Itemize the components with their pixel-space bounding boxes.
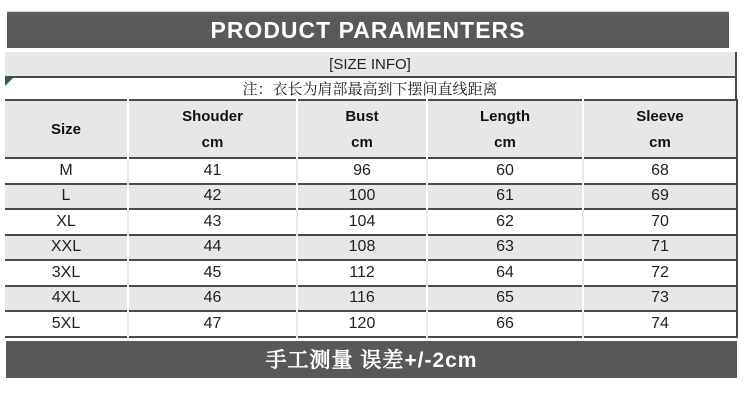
bust-cell: 108 (297, 235, 427, 261)
length-cell: 65 (427, 286, 583, 312)
table-row-m (5, 158, 737, 184)
shoulder-cell: 41 (128, 158, 297, 184)
column-header-bust (297, 100, 427, 158)
length-cell: 63 (427, 235, 583, 261)
shoulder-cell: 43 (128, 209, 297, 235)
bust-cell: 100 (297, 184, 427, 210)
size-cell: XL (56, 212, 76, 230)
table-row-xl (5, 209, 737, 235)
sleeve-cell: 69 (583, 184, 737, 210)
table-row-4xl (5, 286, 737, 312)
size-info-label: [SIZE INFO] (329, 55, 411, 73)
sleeve-cell: 73 (583, 286, 737, 312)
shoulder-cell: 46 (128, 286, 297, 312)
length-cell: 61 (427, 184, 583, 210)
table-row-l (5, 184, 737, 210)
shoulder-cell: 45 (128, 260, 297, 286)
title-banner (7, 11, 729, 48)
bust-cell: 116 (297, 286, 427, 312)
length-cell: 66 (427, 311, 583, 337)
size-info-bar (5, 52, 737, 76)
column-label: Size (50, 120, 81, 138)
column-label: Length (480, 107, 530, 125)
size-cell: 5XL (51, 314, 81, 332)
footer-note-text: 手工测量 误差+/-2cm (265, 349, 478, 372)
measurement-note-bar (5, 76, 737, 99)
column-header-length (427, 100, 583, 158)
bust-cell: 112 (297, 260, 427, 286)
length-cell: 62 (427, 209, 583, 235)
size-cell: M (59, 161, 73, 179)
table-header-row (5, 100, 737, 158)
shoulder-cell: 44 (128, 235, 297, 261)
column-label: Bust (345, 107, 379, 125)
size-cell: L (61, 187, 71, 205)
column-unit: cm (649, 133, 671, 151)
footer-banner (6, 341, 737, 378)
page-title: PRODUCT PARAMENTERS (210, 16, 526, 43)
sleeve-cell: 70 (583, 209, 737, 235)
table-row-3xl (5, 260, 737, 286)
bust-cell: 96 (297, 158, 427, 184)
bust-cell: 120 (297, 311, 427, 337)
column-header-sleeve (583, 100, 737, 158)
column-unit: cm (201, 133, 224, 151)
size-cell: 3XL (51, 263, 81, 281)
excel-corner-marker-icon (5, 78, 13, 86)
shoulder-cell: 42 (128, 184, 297, 210)
sleeve-cell: 68 (583, 158, 737, 184)
column-label: Sleeve (636, 107, 684, 125)
shoulder-cell: 47 (128, 311, 297, 337)
column-header-shoulder (128, 100, 297, 158)
sleeve-cell: 72 (583, 260, 737, 286)
length-cell: 64 (427, 260, 583, 286)
size-cell: 4XL (51, 289, 81, 307)
bust-cell: 104 (297, 209, 427, 235)
measurement-note-text: 注：衣长为肩部最高到下摆间直线距离 (242, 81, 498, 98)
sleeve-cell: 74 (583, 311, 737, 337)
column-unit: cm (494, 133, 516, 151)
table-row-5xl (5, 311, 737, 337)
table-row-xxl (5, 235, 737, 261)
size-cell: XXL (50, 238, 82, 256)
sleeve-cell: 71 (583, 235, 737, 261)
column-unit: cm (351, 133, 373, 151)
column-label: Shouder (182, 107, 243, 125)
size-chart-table (5, 99, 738, 338)
length-cell: 60 (427, 158, 583, 184)
column-header-size (5, 100, 128, 158)
